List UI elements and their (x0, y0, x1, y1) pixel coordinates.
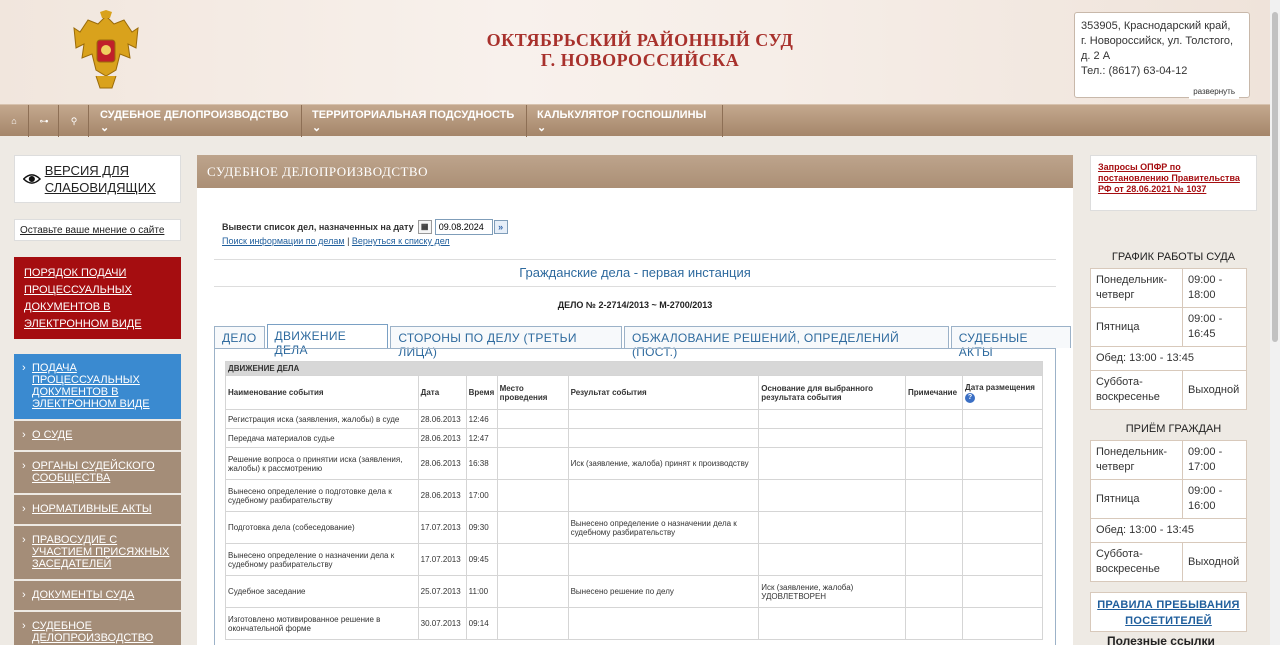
sidebar-item-label: СУДЕБНОЕ ДЕЛОПРОИЗВОДСТВО (32, 620, 154, 644)
tab-case-movement[interactable]: ДВИЖЕНИЕ ДЕЛА (267, 324, 389, 348)
date-filter-row (222, 219, 508, 235)
table-row (226, 448, 1043, 480)
phone-line: Тел.: (8617) 63-04-12 (1081, 65, 1188, 77)
table-cell: Регистрация иска (заявления, жалобы) в суде (226, 410, 419, 429)
schedule-day: Понедельник-четверг (1091, 269, 1183, 308)
nav-item-fee-calculator[interactable]: КАЛЬКУЛЯТОР ГОСПОШЛИНЫ ⌄ (527, 105, 723, 137)
schedule-hours: 09:00 - 16:00 (1183, 480, 1247, 519)
table-caption: ДВИЖЕНИЕ ДЕЛА (226, 362, 1043, 376)
electronic-filing-procedure-banner[interactable]: ПОРЯДОК ПОДАЧИ ПРОЦЕССУАЛЬНЫХ ДОКУМЕНТОВ В ЭЛЕКТРОННОМ ВИДЕ (14, 257, 181, 339)
chevron-right-icon: › (22, 620, 26, 632)
table-cell (568, 410, 759, 429)
main-navigation (0, 104, 1270, 136)
table-cell (963, 544, 1043, 576)
sidebar-item-normative-acts[interactable] (14, 495, 181, 526)
table-cell (963, 410, 1043, 429)
column-header: Результат события (568, 376, 759, 410)
divider (214, 286, 1056, 287)
table-cell (906, 410, 963, 429)
table-cell: 25.07.2013 (418, 576, 466, 608)
schedule-hours: Выходной (1183, 543, 1247, 582)
sidebar-item-judicial-bodies[interactable] (14, 452, 181, 495)
schedule-row (1091, 480, 1247, 519)
expand-address-button[interactable]: развернуть (1189, 84, 1239, 99)
case-number: ДЕЛО № 2-2714/2013 ~ М-2700/2013 (557, 300, 713, 310)
case-tabs (214, 326, 1073, 359)
sidebar-item-label: ПОДАЧА ПРОЦЕССУАЛЬНЫХ ДОКУМЕНТОВ В ЭЛЕКТРОННОМ ВИДЕ (32, 362, 150, 410)
sidebar-item-electronic-filing[interactable] (14, 354, 181, 421)
court-title-line1: ОКТЯБРЬСКИЙ РАЙОННЫЙ СУД (486, 30, 794, 50)
sidebar-item-label: ПРАВОСУДИЕ С УЧАСТИЕМ ПРИСЯЖНЫХ ЗАСЕДАТЕЛЕЙ (32, 534, 170, 570)
table-row (226, 576, 1043, 608)
sidebar-item-about-court[interactable] (14, 421, 181, 452)
table-cell: 28.06.2013 (418, 480, 466, 512)
schedule-hours: 09:00 - 17:00 (1183, 441, 1247, 480)
schedule-day: Суббота-воскресенье (1091, 543, 1183, 582)
table-cell: 09:45 (466, 544, 497, 576)
table-cell (497, 544, 568, 576)
schedule-row (1091, 269, 1247, 308)
column-header: Время (466, 376, 497, 410)
table-cell: 11:00 (466, 576, 497, 608)
table-cell (963, 448, 1043, 480)
table-cell: Иск (заявление, жалоба) УДОВЛЕТВОРЕН (759, 576, 906, 608)
column-header: Примечание (906, 376, 963, 410)
table-cell (759, 429, 906, 448)
low-vision-label: ВЕРСИЯ ДЛЯ СЛАБОВИДЯЩИХ (44, 163, 156, 195)
schedule-lunch: Обед: 13:00 - 13:45 (1091, 347, 1247, 371)
table-cell (759, 608, 906, 640)
reception-schedule-table (1090, 440, 1247, 582)
schedule-hours: 09:00 - 18:00 (1183, 269, 1247, 308)
column-header-label: Дата размещения (965, 382, 1035, 392)
table-cell: 17:00 (466, 480, 497, 512)
court-title (440, 30, 840, 70)
table-cell: Судебное заседание (226, 576, 419, 608)
chevron-right-icon: › (22, 429, 26, 441)
search-icon[interactable]: ⚲ (60, 105, 89, 137)
tab-appeals[interactable]: ОБЖАЛОВАНИЕ РЕШЕНИЙ, ОПРЕДЕЛЕНИЙ (ПОСТ.) (624, 326, 949, 348)
table-cell (568, 429, 759, 448)
table-cell: Передача материалов судье (226, 429, 419, 448)
link-separator: | (347, 236, 350, 246)
schedule-day: Понедельник-четверг (1091, 441, 1183, 480)
case-category-title: Гражданские дела - первая инстанция (519, 265, 751, 280)
table-cell: Вынесено решение по делу (568, 576, 759, 608)
table-cell: Изготовлено мотивированное решение в окончательной форме (226, 608, 419, 640)
nav-item-court-proceedings[interactable]: СУДЕБНОЕ ДЕЛОПРОИЗВОДСТВО ⌄ (90, 105, 302, 137)
schedule-row (1091, 519, 1247, 543)
home-icon[interactable]: ⌂ (0, 105, 29, 137)
table-cell (906, 576, 963, 608)
address-line: д. 2 А (1081, 50, 1111, 62)
table-cell (906, 448, 963, 480)
table-cell: 16:38 (466, 448, 497, 480)
table-cell: Подготовка дела (собеседование) (226, 512, 419, 544)
column-header: Основание для выбранного результата события (759, 376, 906, 410)
schedule-day: Суббота-воскресенье (1091, 371, 1183, 410)
date-filter-label: Вывести список дел, назначенных на дату (222, 222, 414, 232)
sidebar-menu (14, 354, 181, 645)
column-header-posting-date (963, 376, 1043, 410)
schedule-hours: Выходной (1183, 371, 1247, 410)
feedback-link[interactable]: Оставьте ваше мнение о сайте (14, 219, 181, 241)
schedule-row (1091, 371, 1247, 410)
table-cell (759, 480, 906, 512)
sidebar-item-jury-justice[interactable] (14, 526, 181, 581)
table-cell (497, 480, 568, 512)
table-cell: 17.07.2013 (418, 512, 466, 544)
table-cell (963, 576, 1043, 608)
back-to-list-link[interactable]: Вернуться к списку дел (351, 236, 450, 246)
sidebar-item-label: ОРГАНЫ СУДЕЙСКОГО СООБЩЕСТВА (32, 460, 155, 484)
case-links-row (222, 236, 450, 246)
address-line: 353905, Краснодарский край, (1081, 20, 1231, 32)
work-schedule-table (1090, 268, 1247, 410)
work-schedule-title: ГРАФИК РАБОТЫ СУДА (1111, 251, 1236, 263)
table-cell: 12:47 (466, 429, 497, 448)
table-cell (568, 544, 759, 576)
address-box (1074, 12, 1250, 98)
schedule-lunch: Обед: 13:00 - 13:45 (1091, 519, 1247, 543)
tab-panel (214, 348, 1056, 645)
help-icon[interactable]: ? (965, 393, 975, 403)
table-cell: 28.06.2013 (418, 448, 466, 480)
schedule-row (1091, 308, 1247, 347)
useful-links-heading: Полезные ссылки (1107, 634, 1215, 645)
column-header: Наименование события (226, 376, 419, 410)
column-header: Дата (418, 376, 466, 410)
site-header (0, 0, 1270, 104)
case-movement-table (225, 361, 1043, 640)
chevron-right-icon: › (22, 503, 26, 515)
table-cell: 09:30 (466, 512, 497, 544)
table-cell (906, 480, 963, 512)
table-cell (568, 608, 759, 640)
table-cell (759, 544, 906, 576)
table-cell: 09:14 (466, 608, 497, 640)
chevron-right-icon: › (22, 362, 26, 374)
table-cell: 17.07.2013 (418, 544, 466, 576)
table-cell (497, 410, 568, 429)
section-title: СУДЕБНОЕ ДЕЛОПРОИЗВОДСТВО (197, 155, 1073, 188)
sitemap-icon[interactable]: ⊶ (30, 105, 59, 137)
table-cell (906, 512, 963, 544)
table-cell (759, 410, 906, 429)
table-cell (759, 448, 906, 480)
table-cell (497, 448, 568, 480)
eye-icon (23, 170, 41, 188)
court-title-line2: Г. НОВОРОССИЙСКА (540, 50, 740, 70)
schedule-day: Пятница (1091, 308, 1183, 347)
chevron-right-icon: › (22, 534, 26, 546)
table-cell: Иск (заявление, жалоба) принят к производству (568, 448, 759, 480)
schedule-day: Пятница (1091, 480, 1183, 519)
tab-judicial-acts[interactable]: СУДЕБНЫЕ АКТЫ (951, 326, 1071, 348)
table-cell (963, 512, 1043, 544)
table-row (226, 512, 1043, 544)
table-cell: Вынесено определение о подготовке дела к судебному разбирательству (226, 480, 419, 512)
visitor-rules-link[interactable]: ПРАВИЛА ПРЕБЫВАНИЯ ПОСЕТИТЕЛЕЙ (1090, 592, 1247, 632)
table-cell (906, 608, 963, 640)
date-input[interactable] (435, 219, 493, 235)
table-cell (759, 512, 906, 544)
submit-date-button[interactable]: » (494, 220, 508, 234)
schedule-row (1091, 347, 1247, 371)
sidebar-item-court-documents[interactable] (14, 581, 181, 612)
table-cell: Вынесено определение о назначении дела к судебному разбирательству (568, 512, 759, 544)
schedule-row (1091, 441, 1247, 480)
nav-item-territorial-jurisdiction[interactable]: ТЕРРИТОРИАЛЬНАЯ ПОДСУДНОСТЬ ⌄ (302, 105, 527, 137)
table-cell: Вынесено определение о назначении дела к судебному разбирательству (226, 544, 419, 576)
scrollbar-thumb[interactable] (1272, 12, 1278, 342)
table-cell (497, 576, 568, 608)
chevron-right-icon: › (22, 589, 26, 601)
coat-of-arms-emblem (70, 10, 142, 92)
table-cell: 28.06.2013 (418, 410, 466, 429)
table-cell (963, 480, 1043, 512)
table-cell (497, 429, 568, 448)
table-row (226, 429, 1043, 448)
tab-case[interactable]: ДЕЛО (214, 326, 265, 348)
table-row (226, 480, 1043, 512)
table-row (226, 608, 1043, 640)
sidebar-item-label: НОРМАТИВНЫЕ АКТЫ (32, 503, 152, 515)
chevron-right-icon: › (22, 460, 26, 472)
table-cell (963, 608, 1043, 640)
table-cell: Решение вопроса о принятии иска (заявления, жалобы) к рассмотрению (226, 448, 419, 480)
table-cell (568, 480, 759, 512)
calendar-icon[interactable]: ▦ (418, 220, 432, 234)
case-search-link[interactable]: Поиск информации по делам (222, 236, 345, 246)
table-cell (963, 429, 1043, 448)
sidebar-item-label: ДОКУМЕНТЫ СУДА (32, 589, 135, 601)
column-header: Место проведения (497, 376, 568, 410)
table-row (226, 544, 1043, 576)
table-cell: 30.07.2013 (418, 608, 466, 640)
table-row (226, 410, 1043, 429)
page-scrollbar[interactable] (1270, 0, 1280, 645)
table-cell (906, 429, 963, 448)
reception-schedule-title: ПРИЁМ ГРАЖДАН (1125, 423, 1222, 435)
table-cell: 12:46 (466, 410, 497, 429)
sidebar-item-court-proceedings[interactable] (14, 612, 181, 645)
low-vision-version-link[interactable] (14, 155, 181, 203)
schedule-row (1091, 543, 1247, 582)
schedule-hours: 09:00 - 16:45 (1183, 308, 1247, 347)
main-content (197, 155, 1073, 645)
opfr-requests-link[interactable]: Запросы ОПФР по постановлению Правительства РФ от 28.06.2021 № 1037 (1090, 155, 1257, 211)
tab-parties[interactable]: СТОРОНЫ ПО ДЕЛУ (ТРЕТЬИ ЛИЦА) (390, 326, 622, 348)
table-cell (906, 544, 963, 576)
table-body (226, 410, 1043, 640)
table-cell (497, 608, 568, 640)
table-cell (497, 512, 568, 544)
divider (214, 259, 1056, 260)
table-cell: 28.06.2013 (418, 429, 466, 448)
address-line: г. Новороссийск, ул. Толстого, (1081, 35, 1234, 47)
sidebar-item-label: О СУДЕ (32, 429, 73, 441)
